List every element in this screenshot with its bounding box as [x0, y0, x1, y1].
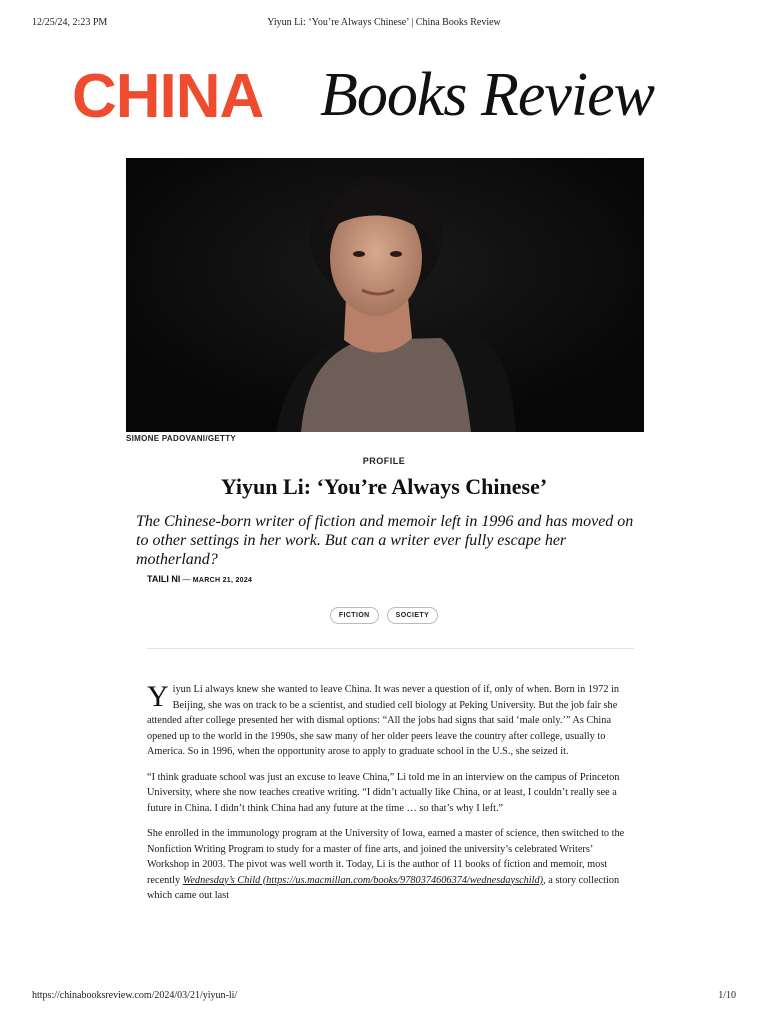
- byline: [147, 574, 252, 584]
- photo-credit: SIMONE PADOVANI/GETTY: [126, 434, 237, 443]
- article-headline: Yiyun Li: ‘You’re Always Chinese’: [220, 474, 548, 499]
- drop-cap: Y: [147, 680, 169, 713]
- publish-date: MARCH 21, 2024: [192, 577, 253, 584]
- print-header: [32, 17, 736, 31]
- page-number: 1/10: [718, 990, 736, 1001]
- paragraph: [147, 682, 634, 760]
- article-dek: The Chinese-born writer of fiction and memoir left in 1996 and has moved on to other settings in her work. But can a writer ever fully escape her motherland?: [136, 513, 634, 568]
- paragraph-text: iyun Li always knew she wanted to leave China. It was never a question of if, only of when. Born in 1972 in Beijing, she was on track to be a scientist, and studied cell biology at Peking University. But the job fair she attended after college presented her with dismal options: “All the jobs had signs that said ‘male only.’” As China opened up to the world in the 1990s, she saw many of her older peers leave the country after college, usually to America. So in 1996, when the opportunity arose to apply to graduate school in the U.S., she seized it.: [147, 684, 620, 757]
- print-page-title: Yiyun Li: ‘You’re Always Chinese’ | China Books Review: [267, 17, 501, 28]
- paragraph: [147, 826, 634, 904]
- article-body: [147, 682, 634, 914]
- print-footer: [32, 990, 736, 1004]
- logo-china: CHINA: [72, 62, 264, 131]
- divider: [147, 648, 634, 649]
- logo-books-review: Books Review: [320, 61, 655, 129]
- portrait-illustration: [126, 158, 644, 432]
- byline-separator: —: [180, 575, 193, 584]
- author-link[interactable]: TAILI NI: [147, 574, 181, 584]
- print-url: https://chinabooksreview.com/2024/03/21/yiyun-li/: [32, 990, 238, 1001]
- paragraph-text: , a story collection which came out last: [147, 874, 620, 901]
- print-datetime: 12/25/24, 2:23 PM: [32, 17, 108, 28]
- tag-fiction[interactable]: FICTION: [330, 607, 379, 624]
- tag-society[interactable]: SOCIETY: [387, 607, 439, 624]
- book-link[interactable]: Wednesday’s Child (https://us.macmillan.com/books/9780374606374/wednesdayschild): [182, 874, 544, 886]
- site-logo[interactable]: [70, 58, 710, 138]
- tag-list: [0, 604, 768, 624]
- paragraph: “I think graduate school was just an excuse to leave China,” Li told me in an interview on the campus of Princeton University, where she now teaches creative writing. “I didn’t actually like China, or at least, I couldn’t really see a future in China. I didn’t think China had any future at the time … so that’s why I left.”: [147, 771, 620, 814]
- hero-photo: [126, 158, 644, 432]
- paragraph-text: She enrolled in the immunology program at the University of Iowa, earned a master of science, then switched to the Nonfiction Writing Program to study for a master of fine arts, and joined the university’s celebrated Writers’ Workshop in 2003. The pivot was well worth it. Today, Li is the author of 11 books of fiction and memoir, most recently: [147, 828, 625, 886]
- article-section[interactable]: PROFILE: [362, 456, 406, 466]
